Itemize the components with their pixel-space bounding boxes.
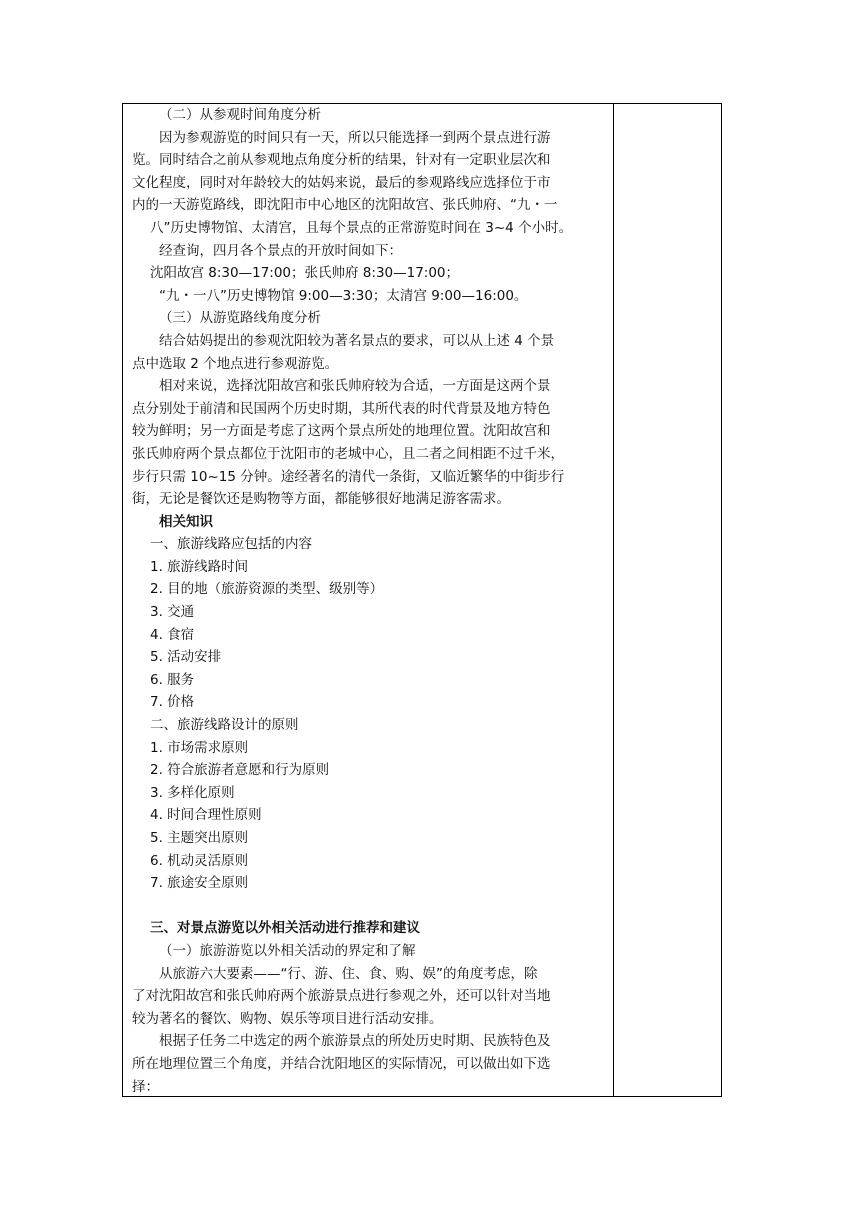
list-item: 5. 主题突出原则 — [150, 830, 249, 846]
paragraph-line: 步行只需 10~15 分钟。途经著名的清代一条街，又临近繁华的中街步行 — [132, 468, 565, 485]
paragraph-line: 点中选取 2 个地点进行参观游览。 — [132, 355, 339, 372]
list-item: 3. 交通 — [150, 604, 195, 621]
list-item: 3. 多样化原则 — [150, 784, 235, 801]
list-heading: 一、旅游线路应包括的内容 — [150, 536, 312, 553]
paragraph-line: 因为参观游览的时间只有一天，所以只能选择一到两个景点进行游 — [159, 129, 551, 146]
paragraph-line: 根据子任务二中选定的两个旅游景点的所处历史时期、民族特色及 — [159, 1033, 551, 1050]
list-item: 1. 市场需求原则 — [150, 739, 249, 756]
subheading-time-analysis: （二）从参观时间角度分析 — [159, 107, 321, 123]
section-heading-related-knowledge: 相关知识 — [159, 513, 213, 530]
list-item: 2. 符合旅游者意愿和行为原则 — [150, 762, 330, 779]
paragraph-line: 所在地理位置三个角度，并结合沈阳地区的实际情况，可以做出如下选 — [132, 1055, 551, 1072]
paragraph-line: 沈阳故宫 8:30—17:00；张氏帅府 8:30—17:00； — [150, 265, 460, 282]
list-heading: 二、旅游线路设计的原则 — [150, 717, 299, 734]
paragraph-line: “九・一八”历史博物馆 9:00—3:30；太清宫 9:00—16:00。 — [159, 287, 528, 304]
paragraph-line: 较为鲜明；另一方面是考虑了这两个景点所处的地理位置。沈阳故宫和 — [132, 423, 551, 440]
paragraph-line: 览。同时结合之前从参观地点角度分析的结果，针对有一定职业层次和 — [132, 152, 551, 169]
paragraph-line: 街，无论是餐饮还是购物等方面，都能够很好地满足游客需求。 — [132, 491, 510, 508]
list-item: 4. 时间合理性原则 — [150, 807, 262, 824]
subheading-activity-definition: （一）旅游游览以外相关活动的界定和了解 — [159, 942, 416, 959]
subheading-route-analysis: （三）从游览路线角度分析 — [159, 310, 321, 327]
paragraph-line: 较为著名的餐饮、购物、娱乐等项目进行活动安排。 — [132, 1010, 443, 1027]
list-item: 1. 旅游线路时间 — [150, 558, 249, 575]
column-divider — [613, 104, 614, 1096]
paragraph-line: 相对来说，选择沈阳故宫和张氏帅府较为合适，一方面是这两个景 — [159, 378, 551, 395]
blank-line — [132, 895, 606, 918]
section-heading-recommendations: 三、对景点游览以外相关活动进行推荐和建议 — [150, 920, 420, 937]
paragraph-line: 结合姑妈提出的参观沈阳较为著名景点的要求，可以从上述 4 个景 — [159, 332, 555, 349]
list-item: 7. 旅途安全原则 — [150, 875, 249, 892]
list-item: 6. 机动灵活原则 — [150, 852, 249, 869]
paragraph-line: 八”历史博物馆、太清宫，且每个景点的正常游览时间在 3~4 个小时。 — [150, 219, 573, 236]
list-item: 2. 目的地（旅游资源的类型、级别等） — [150, 581, 384, 598]
list-item: 6. 服务 — [150, 671, 195, 688]
paragraph-line: 了对沈阳故宫和张氏帅府两个旅游景点进行参观之外，还可以针对当地 — [132, 988, 551, 1005]
paragraph-line: 点分别处于前清和民国两个历史时期，其所代表的时代背景及地方特色 — [132, 400, 551, 417]
paragraph-line: 张氏帅府两个景点都位于沈阳市的老城中心，且二者之间相距不过千米， — [132, 445, 564, 462]
list-item: 5. 活动安排 — [150, 649, 222, 666]
content-cell — [132, 104, 606, 1098]
paragraph-line: 内的一天游览路线，即沈阳市中心地区的沈阳故宫、张氏帅府、“九・一 — [132, 197, 558, 214]
paragraph-line: 择： — [132, 1078, 159, 1095]
paragraph-line: 从旅游六大要素——“行、游、住、食、购、娱”的角度考虑，除 — [159, 965, 538, 982]
list-item: 4. 食宿 — [150, 626, 195, 643]
paragraph-line: 经查询，四月各个景点的开放时间如下： — [159, 242, 402, 259]
document-table — [122, 103, 722, 1097]
paragraph-line: 文化程度，同时对年龄较大的姑妈来说，最后的参观路线应选择位于市 — [132, 174, 551, 191]
list-item: 7. 价格 — [150, 694, 195, 711]
